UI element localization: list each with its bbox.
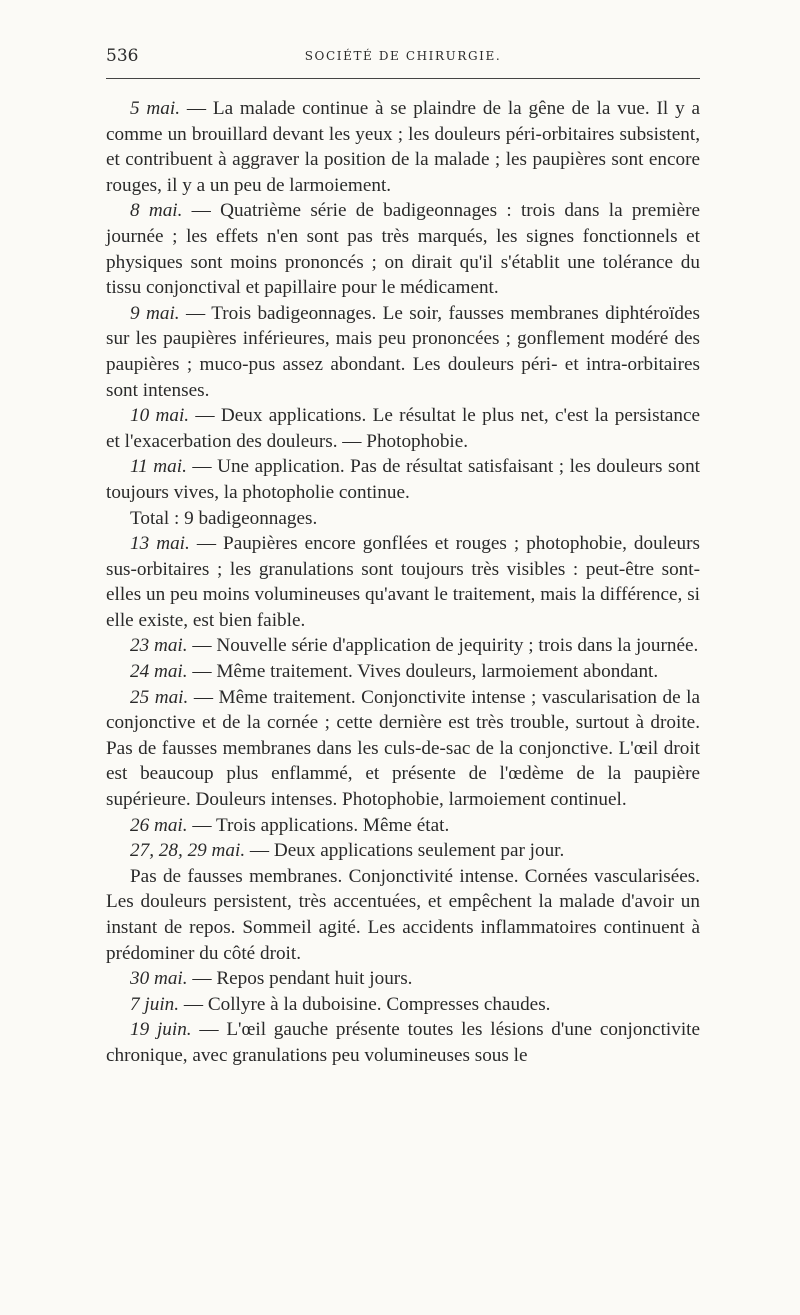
entry-text: — Trois applications. Même état.	[187, 814, 450, 836]
paragraph	[106, 96, 700, 198]
entry-text: — Deux applications. Le résultat le plus net, c'est la persistance et l'exacerbation des douleurs. — Photophobie.	[106, 405, 701, 452]
entry-date: 11 mai.	[130, 456, 187, 478]
paragraph	[106, 633, 700, 659]
paragraph	[106, 838, 700, 864]
entry-date: 5 mai.	[130, 98, 181, 119]
entry-date: 30 mai.	[130, 968, 188, 990]
entry-text: — Collyre à la duboisine. Compresses chaudes.	[179, 993, 551, 1015]
header-rule	[106, 78, 700, 79]
page-number: 536	[106, 46, 139, 66]
entry-text: Total : 9 badigeonnages.	[130, 507, 318, 529]
paragraph	[106, 198, 700, 300]
paragraph	[106, 454, 700, 505]
paragraph	[106, 966, 700, 992]
paragraph	[106, 1017, 700, 1068]
running-title: SOCIÉTÉ DE CHIRURGIE.	[304, 49, 502, 63]
entry-date: 26 mai.	[130, 814, 188, 836]
paragraph	[106, 403, 700, 454]
body-text	[106, 96, 700, 1069]
entry-date: 8 mai.	[130, 200, 183, 222]
entry-text: — Repos pendant huit jours.	[187, 968, 413, 990]
entry-text: — L'œil gauche présente toutes les lésions d'une conjonctivite chronique, avec granulations peu volumineuses sous le	[106, 1019, 700, 1066]
entry-text: — Même traitement. Vives douleurs, larmoiement abondant.	[187, 661, 659, 683]
entry-date: 7 juin.	[130, 993, 180, 1015]
entry-date: 23 mai.	[130, 635, 188, 657]
entry-text: — Deux applications seulement par jour.	[245, 840, 565, 862]
entry-date: 27, 28, 29 mai.	[130, 840, 246, 862]
entry-text: — Nouvelle série d'application de jequirity ; trois dans la journée.	[187, 635, 699, 657]
paragraph	[106, 301, 700, 403]
paragraph	[106, 992, 700, 1018]
entry-text: — Une application. Pas de résultat satisfaisant ; les douleurs sont toujours vives, la photopholie continue.	[106, 456, 701, 503]
entry-date: 24 mai.	[130, 661, 188, 683]
entry-date: 19 juin.	[130, 1019, 192, 1041]
paragraph	[106, 685, 700, 813]
entry-text: Pas de fausses membranes. Conjonctivité intense. Cornées vascularisées. Les douleurs persistent, très accentuées, et empêchent la malade d'avoir un instant de repos. Sommeil agité. Les accidents inflammatoires continuent à prédominer du côté droit.	[106, 865, 700, 964]
entry-date: 9 mai.	[130, 302, 180, 324]
paragraph	[106, 813, 700, 839]
paragraph	[106, 659, 700, 685]
entry-date: 25 mai.	[130, 686, 189, 708]
paragraph	[106, 531, 700, 633]
page-header	[106, 46, 700, 68]
entry-text: — Même traitement. Conjonctivite intense ; vascularisation de la conjonctive et de la cornée ; cette dernière est très trouble, surtout à droite. Pas de fausses membranes dans les culs-de-sac de la conjonctive. L'œil droit est beaucoup plus enflammé, et présente de l'œdème de la paupière supérieure. Douleurs intenses. Photophobie, larmoiement continuel.	[106, 686, 700, 811]
entry-text: — Paupières encore gonflées et rouges ; photophobie, douleurs sus-orbitaires ; les granulations sont toujours très visibles : peut-être sont-elles un peu moins volumineuses qu'avant le traitement, mais la différence, si elle existe, est bien faible.	[106, 533, 701, 631]
entry-date: 13 mai.	[130, 533, 190, 555]
entry-text: — Trois badigeonnages. Le soir, fausses membranes diphtéroïdes sur les paupières inférieures, mais peu prononcées ; gonflement modéré des paupières ; muco-pus assez abondant. Les douleurs péri- et intra-orbitaires sont intenses.	[106, 302, 700, 401]
entry-text: — La malade continue à se plaindre de la gêne de la vue. Il y a comme un brouillard devant les yeux ; les douleurs péri-orbitaires subsistent, et contribuent à aggraver la position de la malade ; les paupières sont encore rouges, il y a un peu de larmoiement.	[106, 98, 701, 196]
entry-date: 10 mai.	[130, 405, 190, 427]
paragraph	[106, 864, 700, 966]
paragraph	[106, 506, 700, 532]
entry-text: — Quatrième série de badigeonnages : trois dans la première journée ; les effets n'en sont pas très marqués, les signes fonctionnels et physiques sont moins prononcés ; on dirait qu'il s'établit une tolérance du tissu conjonctival et papillaire pour le médicament.	[106, 200, 701, 299]
